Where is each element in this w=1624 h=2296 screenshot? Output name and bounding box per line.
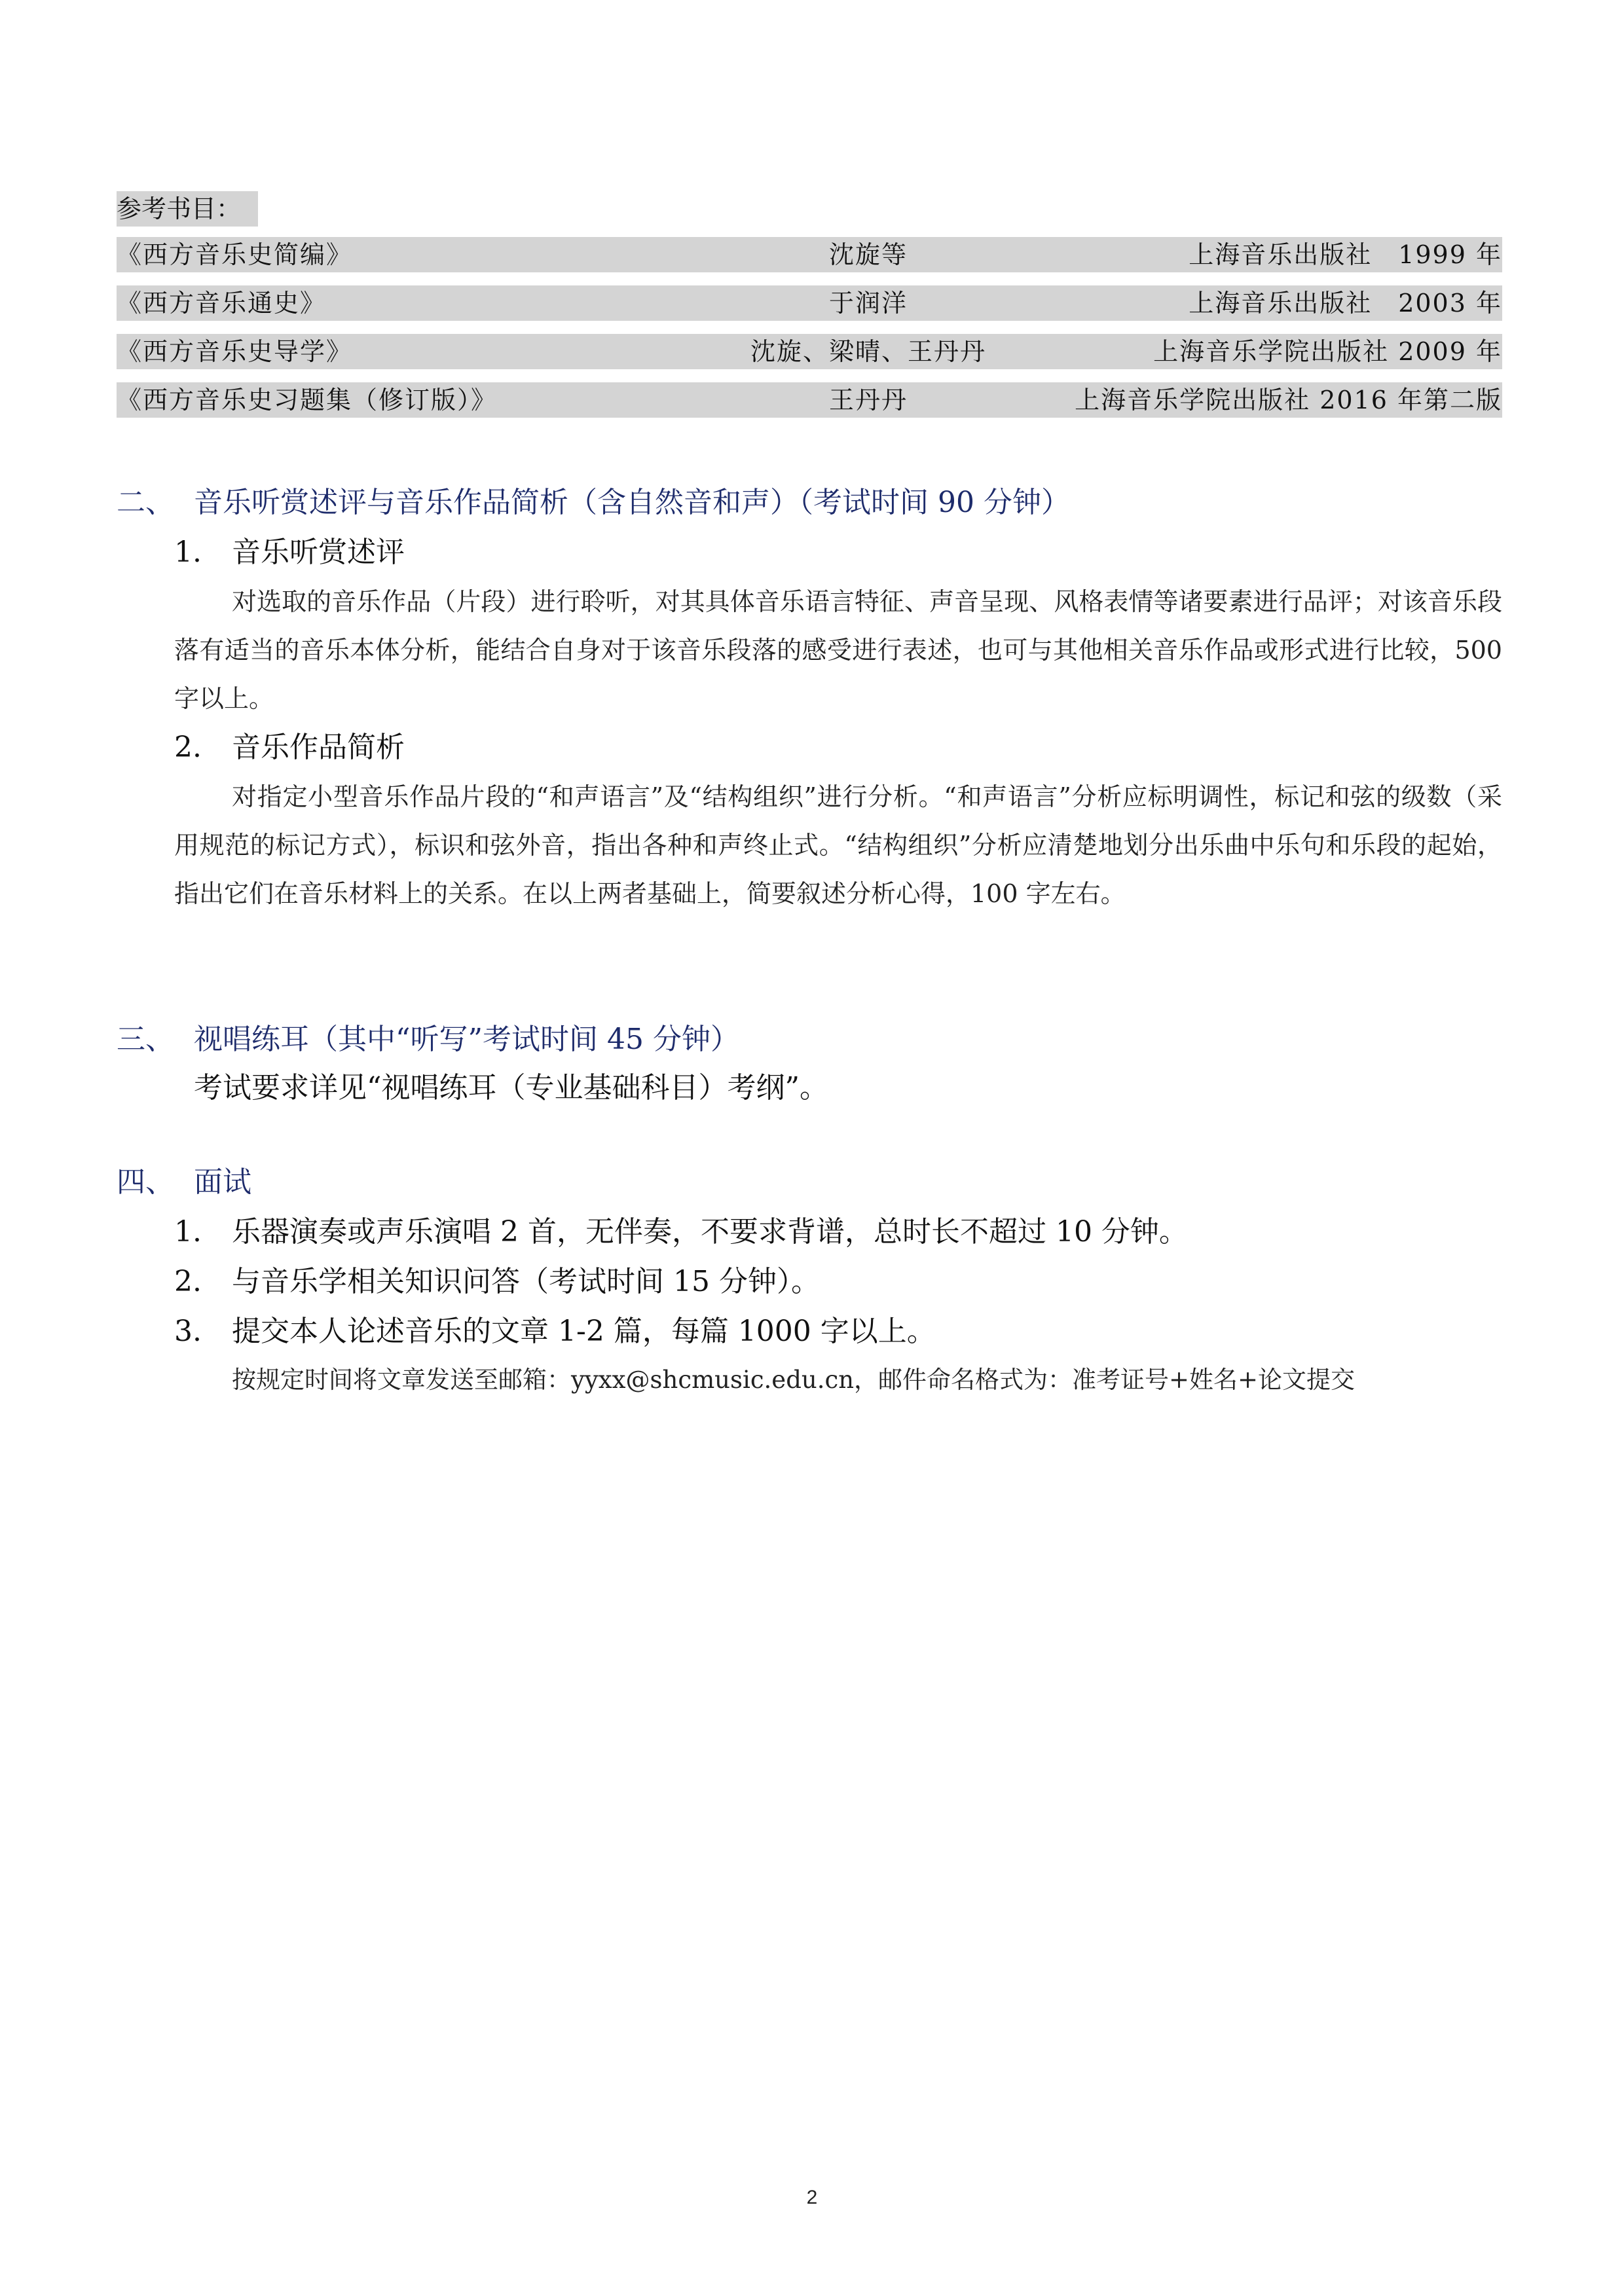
section-2-number: 二、 — [117, 486, 174, 519]
reference-author: 沈旋等 — [828, 240, 908, 269]
section-2-title: 音乐听赏述评与音乐作品简析（含自然音和声）（考试时间 90 分钟） — [194, 486, 1070, 519]
references-heading: 参考书目： — [117, 191, 258, 227]
subsection-2-2-title: 音乐作品简析 — [232, 731, 405, 764]
subsection-2-2-heading — [174, 728, 405, 767]
subsection-2-1-heading — [174, 533, 405, 572]
interview-item — [174, 1312, 936, 1351]
reference-author: 沈旋、梁晴、王丹丹 — [750, 337, 987, 366]
reference-publisher: 上海音乐出版社 1999 年 — [1189, 240, 1502, 269]
subsection-2-1-body: 对选取的音乐作品（片段）进行聆听，对其具体音乐语言特征、声音呈现、风格表情等诸要素进行品评；对该音乐段落有适当的音乐本体分析，能结合自身对于该音乐段落的感受进行表述，也可与其他相关音乐作品或形式进行比较，500 字以上。 — [174, 587, 1502, 713]
reference-title: 《西方音乐史导学》 — [117, 337, 353, 366]
subsection-2-2-number: 2. — [174, 731, 202, 764]
interview-item-number: 1. — [174, 1215, 202, 1248]
reference-publisher: 上海音乐学院出版社 2009 年 — [1153, 337, 1502, 366]
section-2-heading — [117, 483, 1070, 522]
reference-title: 《西方音乐史简编》 — [117, 240, 353, 269]
section-3-heading — [117, 1020, 739, 1059]
subsection-2-2-body: 对指定小型音乐作品片段的“和声语言”及“结构组织”进行分析。“和声语言”分析应标明调性，标记和弦的级数（采用规范的标记方式），标识和弦外音，指出各种和声终止式。“结构组织”分析应清楚地划分出乐曲中乐句和乐段的起始，指出它们在音乐材料上的关系。在以上两者基础上，简要叙述分析心得，100 字左右。 — [174, 782, 1502, 908]
section-4-number: 四、 — [117, 1165, 174, 1199]
interview-item-text: 乐器演奏或声乐演唱 2 首，无伴奏，不要求背谱，总时长不超过 10 分钟。 — [232, 1215, 1188, 1248]
reference-publisher: 上海音乐出版社 2003 年 — [1189, 289, 1502, 318]
reference-author: 王丹丹 — [828, 386, 908, 414]
reference-row — [117, 237, 1502, 272]
section-3-number: 三、 — [117, 1023, 174, 1056]
interview-item — [174, 1262, 820, 1302]
reference-title: 《西方音乐史习题集（修订版）》 — [117, 386, 498, 414]
interview-item-number: 3. — [174, 1315, 202, 1348]
subsection-2-1-title: 音乐听赏述评 — [232, 536, 405, 569]
section-4-heading — [117, 1163, 251, 1202]
interview-item-text: 与音乐学相关知识问答（考试时间 15 分钟）。 — [232, 1265, 820, 1298]
reference-publisher: 上海音乐学院出版社 2016 年第二版 — [1075, 386, 1502, 414]
page-number: 2 — [806, 2187, 818, 2208]
interview-item — [174, 1212, 1188, 1252]
reference-title: 《西方音乐通史》 — [117, 289, 327, 318]
reference-row — [117, 382, 1502, 418]
interview-item-text: 提交本人论述音乐的文章 1-2 篇，每篇 1000 字以上。 — [232, 1315, 936, 1348]
subsection-2-1-number: 1. — [174, 536, 202, 569]
references-table — [117, 237, 1502, 431]
section-4-title: 面试 — [194, 1165, 251, 1199]
reference-row — [117, 285, 1502, 321]
reference-row — [117, 334, 1502, 369]
section-3-title: 视唱练耳（其中“听写”考试时间 45 分钟） — [194, 1023, 739, 1056]
reference-author: 于润洋 — [828, 289, 908, 318]
submission-note: 按规定时间将文章发送至邮箱：yyxx@shcmusic.edu.cn，邮件命名格式为：准考证号+姓名+论文提交 — [232, 1366, 1356, 1394]
section-3-body: 考试要求详见“视唱练耳（专业基础科目）考纲”。 — [194, 1071, 828, 1104]
interview-item-number: 2. — [174, 1265, 202, 1298]
